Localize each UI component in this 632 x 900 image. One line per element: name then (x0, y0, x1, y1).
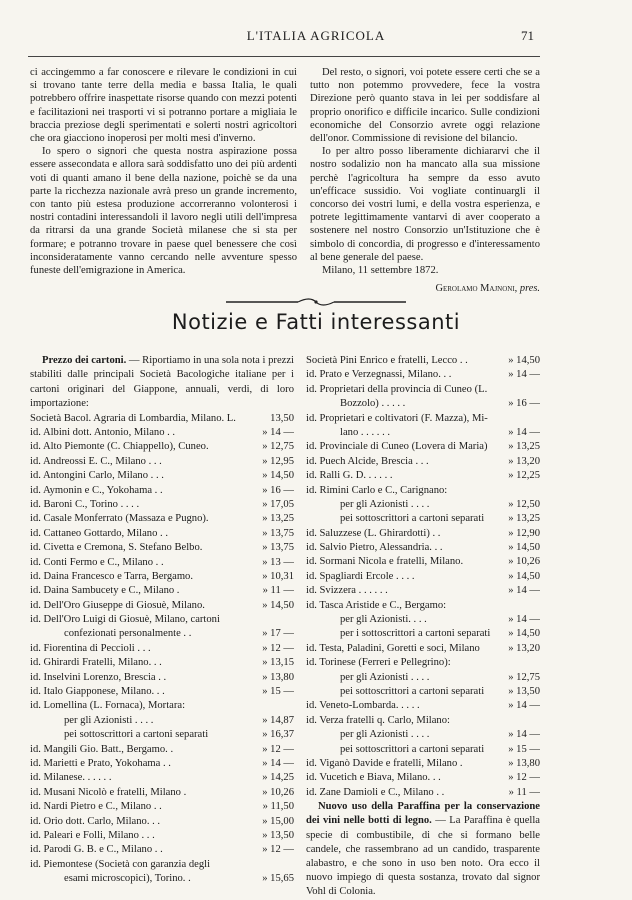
price-row (306, 412, 540, 426)
prices-intro (30, 354, 294, 412)
price-row (306, 613, 540, 627)
price-row-name: id. Piemontese (Società con garanzia degli (30, 858, 211, 870)
price-row-value: » 17 — (262, 628, 294, 640)
price-row-name: id. Orio dott. Carlo, Milano. . . (30, 815, 161, 827)
price-row-value: » 14 — (508, 426, 540, 438)
price-row-name: id. Paleari e Folli, Milano . . . (30, 829, 155, 841)
price-row (30, 440, 294, 454)
prices-heading: Prezzo dei cartoni. (42, 355, 127, 366)
journal-title: L'ITALIA AGRICOLA (246, 28, 386, 43)
price-row (306, 440, 540, 454)
price-row-name: id. Salvio Pietro, Alessandria. . . (306, 542, 443, 554)
price-row-value: » 14,50 (262, 599, 294, 611)
price-row (30, 484, 294, 498)
price-row (306, 642, 540, 656)
price-row (306, 671, 540, 685)
price-row-name: id. Zane Damioli e C., Milano . . (306, 786, 445, 798)
price-row-value: » 15 — (262, 686, 294, 698)
price-row-name: id. Andreossi E. C., Milano . . . (30, 455, 162, 467)
price-row-name: id. Rimini Carlo e C., Carignano: (306, 484, 448, 496)
price-row-name: esami microscopici), Torino. . (64, 873, 191, 885)
price-row-value: » 11 — (508, 786, 540, 798)
price-row-value: » 16 — (262, 484, 294, 496)
price-row (306, 455, 540, 469)
price-row-value: » 10,26 (508, 556, 540, 568)
price-row (30, 771, 294, 785)
price-row-name: id. Inselvini Lorenzo, Brescia . . (30, 671, 167, 683)
price-row (306, 512, 540, 526)
price-row-name: pei sottoscrittori a cartoni separati (340, 743, 485, 755)
price-row (30, 714, 294, 728)
price-row-name: id. Milanese. . . . . . (30, 772, 112, 784)
price-list-right (306, 354, 540, 800)
price-row (30, 843, 294, 857)
price-row-value: » 15 — (508, 743, 540, 755)
paragraph: ci accingemmo a far conoscere e rilevare le condizioni in cui si trovano tante terre della media e bassa Italia, le quali potrebbero offrire inaspettate risorse quando con mezzi potenti e facilitazioni nei trasporti vi si potranno portare a migliaia le braccia preziose degli sperimentati e solerti nostri agricoltori che ora giacciono inoperosi per molti mesi d'inverno. (30, 67, 297, 145)
price-row-name: Società Bacol. Agraria di Lombardia, Milano. L. (30, 412, 236, 424)
price-row-value: » 14 — (262, 427, 294, 439)
price-row-name: per gli Azionisti . . . . (64, 714, 154, 726)
price-row-name: id. Baroni C., Torino . . . . (30, 498, 140, 510)
price-row-name: id. Civetta e Cremona, S. Stefano Belbo. (30, 542, 203, 554)
price-row (306, 699, 540, 713)
price-row (306, 656, 540, 670)
price-row (30, 829, 294, 843)
price-row (30, 512, 294, 526)
price-row-value: » 11 — (262, 585, 294, 597)
price-row-value: » 12 — (262, 642, 294, 654)
price-row (30, 671, 294, 685)
price-row-value: » 13,25 (508, 513, 540, 525)
price-row-name: id. Lomellina (L. Fornaca), Mortara: (30, 700, 186, 712)
price-row-name: lano . . . . . . (340, 426, 391, 438)
price-row (30, 656, 294, 670)
price-row (30, 699, 294, 713)
price-row-name: id. Verza fratelli q. Carlo, Milano: (306, 714, 450, 726)
price-row (30, 584, 294, 598)
price-row (30, 613, 294, 627)
price-row (306, 354, 540, 368)
top-left-column (30, 66, 297, 277)
prices-right-column (306, 354, 540, 900)
price-row (306, 527, 540, 541)
price-row-value: » 13,80 (262, 671, 294, 683)
section-title: Notizie e Fatti interessanti (171, 310, 461, 334)
paraffin-text: — La Paraffina è quella specie di combustibile, di che si formano belle candele, che rassembrano ad un candido, trasparente alabastro, e che sono in uso ben noto. Ora ecco il nuovo impiego di questa sostanza, trovato dal signor Vohl di Colonia. (306, 815, 541, 898)
price-row (30, 570, 294, 584)
price-row-name: id. Cattaneo Gottardo, Milano . . (30, 527, 168, 539)
price-row-name: id. Dell'Oro Giuseppe di Giosuè, Milano. (30, 599, 205, 611)
price-row (30, 685, 294, 699)
price-row-value: » 16 — (508, 398, 540, 410)
price-row (306, 714, 540, 728)
price-row-value: » 13,75 (262, 527, 294, 539)
price-row-value: » 13,50 (508, 685, 540, 697)
price-row-name: id. Dell'Oro Luigi di Giosuè, Milano, cartoni (30, 614, 220, 626)
prices-intro-text: — Riportiamo in una sola nota i prezzi stabiliti dalle principali Società Bacologiche italiane per i cartoni originari del Giappone, annuali, verdi, di loro importazione: (30, 355, 294, 410)
price-list-left (30, 412, 294, 887)
price-row-value: » 14,50 (508, 355, 540, 366)
price-row (306, 383, 540, 397)
price-row-value: » 14,50 (508, 570, 540, 582)
price-row-name: per gli Azionisti. . . . (340, 614, 427, 626)
paraffin-heading: Nuovo uso della Paraffina per la conservazione dei vini nelle botti di legno. (306, 801, 540, 827)
top-right-column (310, 66, 540, 294)
price-row-name: id. Casale Monferrato (Massaza e Pugno). (30, 513, 209, 525)
price-row-value: 13,50 (270, 412, 294, 424)
price-row (30, 786, 294, 800)
price-row-name: id. Prato e Verzegnassi, Milano. . . (306, 369, 452, 381)
price-row-name: id. Saluzzese (L. Ghirardotti) . . (306, 527, 441, 539)
price-row-name: id. Antongini Carlo, Milano . . . (30, 470, 164, 482)
prices-left-column (30, 354, 294, 887)
price-row (306, 397, 540, 411)
price-row-name: id. Marietti e Prato, Yokohama . . (30, 758, 171, 769)
price-row-value: » 10,26 (262, 786, 294, 798)
price-row-value: » 14,87 (262, 714, 294, 726)
price-row (30, 469, 294, 483)
price-row-value: » 13 — (262, 556, 294, 568)
price-row (30, 541, 294, 555)
price-row-name: id. Conti Fermo e C., Milano . . (30, 556, 164, 568)
price-row (30, 527, 294, 541)
paragraph: Del resto, o signori, voi potete essere certi che se a tutto non potemmo provvedere, fece la vostra Direzione però quanto stava in lei per soddisfare al proprio onorifico e difficile incarico. Sulle condizioni economiche del Consorzio avrete oggi relazione dell'onor. Commissione di revisione del bilancio. (310, 67, 540, 145)
price-row-name: id. Spagliardi Ercole . . . . (306, 570, 415, 582)
signature-name: Gerolamo Majnoni, (435, 283, 518, 295)
price-row (306, 469, 540, 483)
price-row-name: per i sottoscrittori a cartoni separati (340, 628, 491, 640)
price-row (306, 584, 540, 598)
paragraph: Io per altro posso liberamente dichiararvi che il nostro sodalizio non ha mancato alla sua missione perchè l'agricoltura ha sempre da esso avuto un'efficace sussidio. Voi vogliate continuargli il concorso dei vostri lumi, e della vostra esperienza, e potrete legittimamente vantarvi di aver cooperato a sostenere nel nostro Consorzio un'Istituzione che è simbolo di concordia, di progresso e d'interessamento al bene generale del paese. (310, 146, 540, 263)
price-row-name: id. Aymonin e C., Yokohama . . (30, 484, 163, 496)
price-row (30, 556, 294, 570)
price-row-value: » 12 — (508, 772, 540, 784)
price-row-value: » 14,25 (262, 772, 294, 784)
price-row (30, 599, 294, 613)
price-row-value: » 12,90 (508, 527, 540, 539)
price-row-value: » 14 — (508, 729, 540, 741)
price-row-name: id. Daina Sambucety e C., Milano . (30, 585, 180, 597)
signature (310, 283, 540, 294)
price-row (306, 498, 540, 512)
price-row (306, 368, 540, 382)
price-row-name: id. Nardi Pietro e C., Milano . . (30, 801, 162, 813)
price-row-value: » 13,25 (262, 513, 294, 525)
price-row (30, 412, 294, 426)
price-row-name: id. Mangili Gio. Batt., Bergamo. . (30, 743, 174, 755)
price-row-name: pei sottoscrittori a cartoni separati (340, 685, 485, 697)
price-row-value: » 14 — (508, 614, 540, 626)
price-row (306, 685, 540, 699)
price-row-value: » 14,50 (508, 542, 540, 554)
price-row-name: id. Daina Francesco e Tarra, Bergamo. (30, 570, 194, 582)
price-row-value: » 13,80 (508, 757, 540, 769)
price-row (30, 757, 294, 771)
page-number: 71 (521, 28, 534, 43)
price-row (30, 455, 294, 469)
price-row (30, 426, 294, 440)
price-row-name: id. Vucetich e Biava, Milano. . . (306, 772, 441, 784)
price-row-name: id. Torinese (Ferreri e Pellegrino): (306, 657, 451, 669)
price-row-name: id. Ghirardi Fratelli, Milano. . . (30, 657, 162, 669)
price-row-value: » 13,75 (262, 542, 294, 554)
price-row (306, 426, 540, 440)
price-row (30, 627, 294, 641)
price-row-value: » 17,05 (262, 498, 294, 510)
price-row (30, 743, 294, 757)
price-row-value: » 10,31 (262, 570, 294, 582)
price-row-value: » 16,37 (262, 729, 294, 741)
price-row-value: » 11,50 (262, 801, 294, 813)
paraffin-paragraph (306, 800, 540, 899)
price-row-value: » 12,75 (262, 441, 294, 453)
price-row-name: id. Tasca Aristide e C., Bergamo: (306, 599, 447, 611)
price-row-value: » 12,25 (508, 470, 540, 482)
price-row-name: Società Pini Enrico e fratelli, Lecco . . (306, 355, 468, 366)
price-row-name: id. Proprietari della provincia di Cuneo (L. (306, 383, 488, 395)
price-row (30, 800, 294, 814)
price-row-name: id. Testa, Paladini, Goretti e soci, Milano (306, 642, 480, 654)
price-row (306, 541, 540, 555)
price-row-value: » 13,20 (508, 455, 540, 467)
price-row-value: » 13,15 (262, 657, 294, 669)
price-row-name: pei sottoscrittori a cartoni separati (340, 513, 485, 525)
price-row-value: » 14 — (508, 585, 540, 597)
price-row (306, 555, 540, 569)
price-row (306, 786, 540, 800)
price-row-value: » 12,50 (508, 498, 540, 510)
price-row-name: id. Musani Nicolò e fratelli, Milano . (30, 786, 187, 798)
page-header (0, 28, 632, 50)
signature-role: pres. (519, 283, 540, 295)
price-row (30, 872, 294, 886)
price-row (30, 858, 294, 872)
price-row-name: per gli Azionisti . . . . (340, 498, 430, 510)
price-row-value: » 12,95 (262, 455, 294, 467)
price-row-name: id. Alto Piemonte (C. Chiappello), Cuneo. (30, 441, 209, 453)
price-row (30, 728, 294, 742)
price-row-name: confezionati personalmente . . (64, 628, 192, 640)
price-row (306, 599, 540, 613)
price-row-value: » 12 — (262, 844, 294, 856)
price-row-name: id. Svizzera . . . . . . (306, 585, 388, 597)
price-row-value: » 14,50 (508, 628, 540, 640)
price-row-name: Bozzolo) . . . . . (340, 398, 406, 410)
price-row-value: » 14 — (508, 700, 540, 712)
price-row-value: » 15,65 (262, 873, 294, 885)
header-rule (28, 56, 540, 57)
price-row-name: id. Viganò Davide e fratelli, Milano . (306, 757, 463, 769)
price-row-name: id. Fiorentina di Peccioli . . . (30, 642, 151, 654)
price-row (306, 484, 540, 498)
price-row-name: id. Proprietari e coltivatori (F. Mazza), Mi- (306, 412, 488, 424)
price-row (306, 757, 540, 771)
price-row-value: » 12 — (262, 743, 294, 755)
price-row-name: per gli Azionisti . . . . (340, 729, 430, 741)
price-row-value: » 15,00 (262, 815, 294, 827)
price-row-name: id. Veneto-Lombarda. . . . . (306, 700, 420, 712)
price-row-name: pei sottoscrittori a cartoni separati (64, 729, 209, 741)
price-row-name: id. Provinciale di Cuneo (Lovera di Maria) (306, 441, 488, 453)
price-row-value: » 13,50 (262, 829, 294, 841)
price-row-value: » 12,75 (508, 671, 540, 683)
price-row-value: » 14 — (262, 758, 294, 769)
price-row (306, 771, 540, 785)
date-line: Milano, 11 settembre 1872. (322, 265, 439, 277)
price-row-value: » 14 — (508, 369, 540, 381)
price-row (306, 743, 540, 757)
price-row (306, 728, 540, 742)
price-row-name: id. Italo Giapponese, Milano. . . (30, 686, 165, 698)
price-row (30, 815, 294, 829)
price-row-name: per gli Azionisti . . . . (340, 671, 430, 683)
price-row-value: » 13,20 (508, 642, 540, 654)
price-row (30, 498, 294, 512)
price-row-value: » 14,50 (262, 470, 294, 482)
price-row (306, 627, 540, 641)
paragraph: Io spero o signori che questa nostra aspirazione possa essere assecondata e allora sarà soddisfatto uno dei più ardenti voti di quanti amano il bene della nazione, poichè se da una parte la ricchezza nazionale avrà preso un grande incremento, con tanto più estesa produzione accorreranno volonterosi i nostri contadini interessandoli il lavoro negli utili dell'impresa da ritrarsi da una grande Società milanese che si sta per formare; e potranno trovare in paese quel benessere che così inconsideratamente vanno cercando nelle avventure spesso funeste dell'emigrazione in America. (30, 146, 297, 277)
price-row-name: id. Parodi G. B. e C., Milano . . (30, 844, 163, 856)
ornament-divider (226, 298, 406, 306)
price-row-name: id. Puech Alcide, Brescia . . . (306, 455, 429, 467)
price-row (30, 642, 294, 656)
price-row-name: id. Ralli G. D. . . . . . (306, 470, 393, 482)
price-row (306, 570, 540, 584)
price-row-value: » 13,25 (508, 441, 540, 453)
price-row-name: id. Sormani Nicola e fratelli, Milano. (306, 556, 464, 568)
price-row-name: id. Albini dott. Antonio, Milano . . (30, 427, 176, 439)
